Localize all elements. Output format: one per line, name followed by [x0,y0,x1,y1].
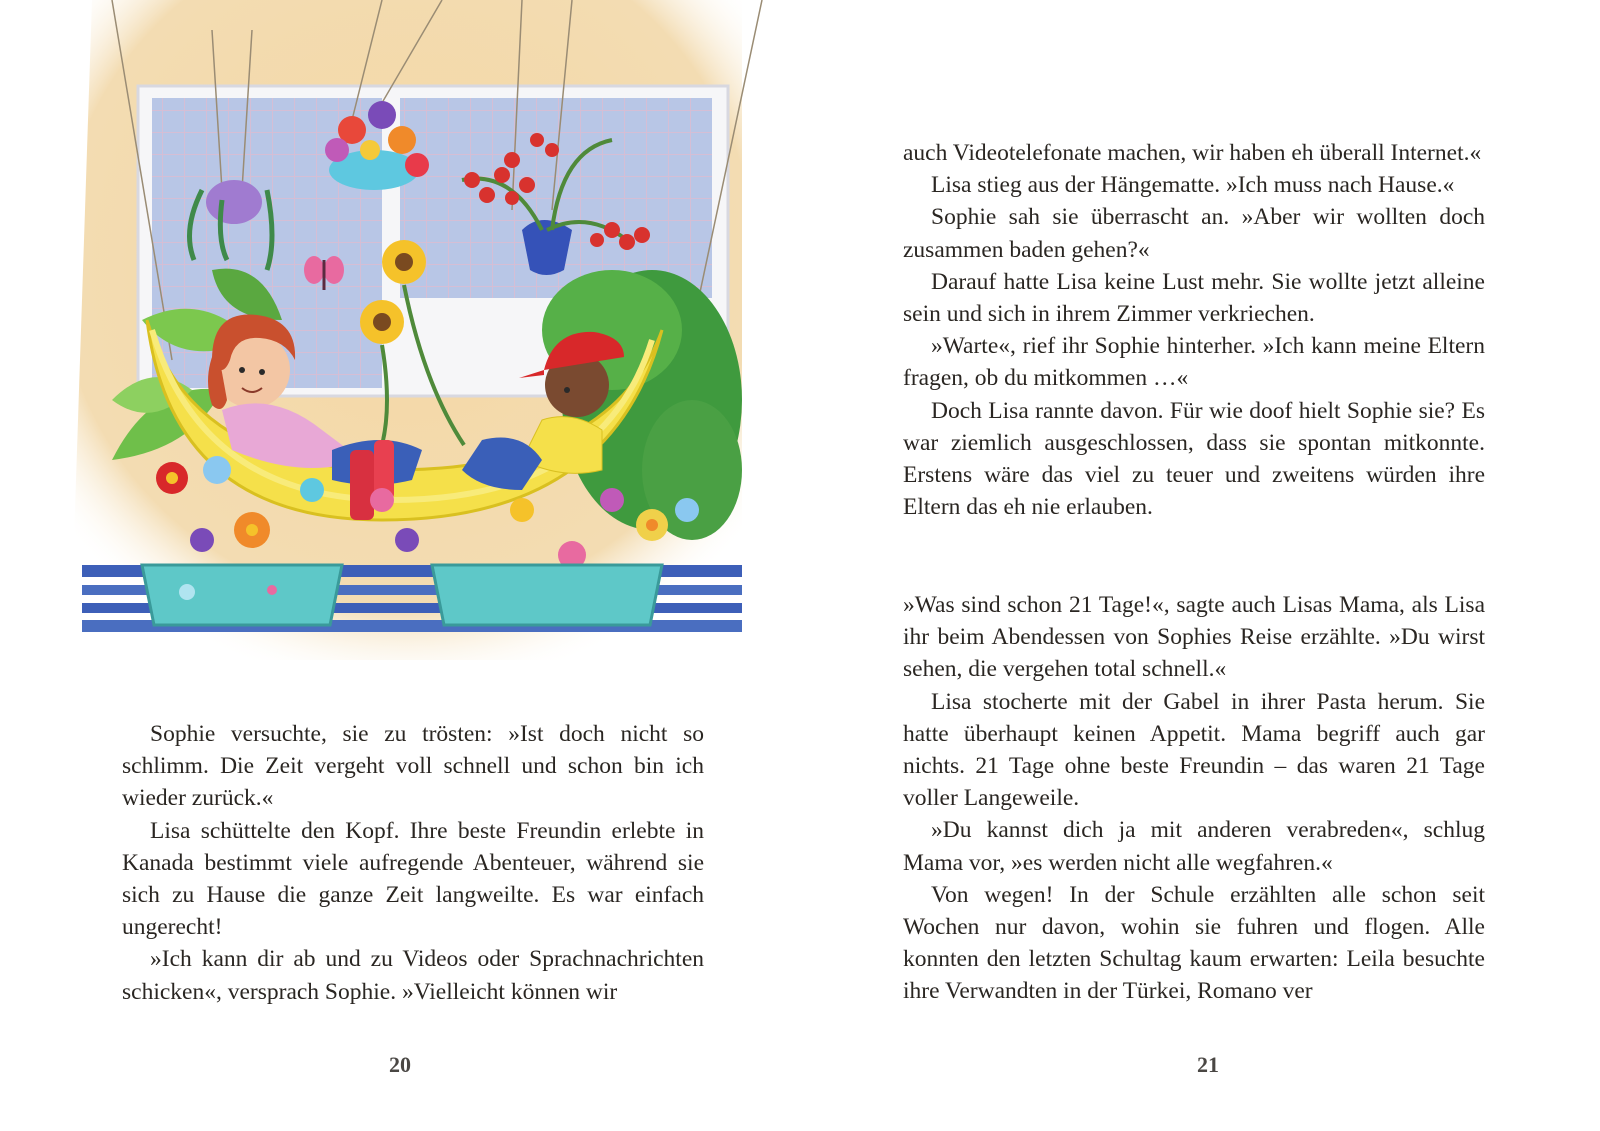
right-page [800,0,1600,1131]
paragraph: »Was sind schon 21 Tage!«, sagte auch Lisas Mama, als Lisa ihr beim Abendessen von Sophies Reise erzählte. »Du wirst sehen, die vergehen total schnell.« [903,592,1485,683]
paragraph: Doch Lisa rannte davon. Für wie doof hielt Sophie sie? Es war ziemlich ausgeschlossen, dass sie spontan mitkonnte. Erstens wäre das viel zu teuer und zweitens würden ihre Eltern das eh nie erlauben. [903,397,1485,521]
paragraph: »Du kannst dich ja mit anderen verabreden«, schlug Mama vor, »es werden nicht alle wegfahren.« [903,817,1485,876]
paragraph: Sophie versuchte, sie zu trösten: »Ist doch nicht so schlimm. Die Zeit vergeht voll schnell und schon bin ich wieder zurück.« [122,721,704,812]
right-page-text-section-2 [903,589,1485,1008]
page-number: 20 [389,1052,411,1077]
paragraph: Von wegen! In der Schule erzählten alle schon seit Wochen nur davon, wohin sie fuhren und flogen. Alle konnten den letzten Schultag kaum erwarten: Leila besuchte ihre Verwandten in der Türkei, Romano ver [903,881,1485,1005]
illustration [52,0,772,690]
paragraph: Lisa stocherte mit der Gabel in ihrer Pasta herum. Sie hatte überhaupt keinen Appetit. Mama begriff auch gar nichts. 21 Tage ohne beste Freundin – das waren 21 Tage voller Langeweile. [903,688,1485,812]
paragraph: Darauf hatte Lisa keine Lust mehr. Sie wollte jetzt alleine sein und sich in ihrem Zimmer verkriechen. [903,268,1485,328]
right-page-text-section-1 [903,137,1485,523]
paragraph: Sophie sah sie überrascht an. »Aber wir wollten doch zusammen baden gehen?« [903,204,1485,263]
paragraph: Lisa stieg aus der Hängematte. »Ich muss nach Hause.« [931,172,1455,199]
paragraph: Lisa schüttelte den Kopf. Ihre beste Freundin erlebte in Kanada bestimmt viele aufregende Abenteuer, während sie sich zu Hause die ganze Zeit langweilte. Es war einfach ungerecht! [122,817,704,941]
children-in-hammock-illustration [52,0,772,690]
paragraph: »Ich kann dir ab und zu Videos oder Sprachnachrichten schicken«, versprach Sophie. »Vielleicht können wir [122,946,704,1005]
paragraph: auch Videotelefonate machen, wir haben eh überall Internet.« [903,140,1482,166]
paragraph: »Warte«, rief ihr Sophie hinterher. »Ich kann meine Eltern fragen, ob du mitkommen …« [903,333,1485,392]
page-number: 21 [1197,1052,1219,1077]
left-page-text [122,718,704,1008]
